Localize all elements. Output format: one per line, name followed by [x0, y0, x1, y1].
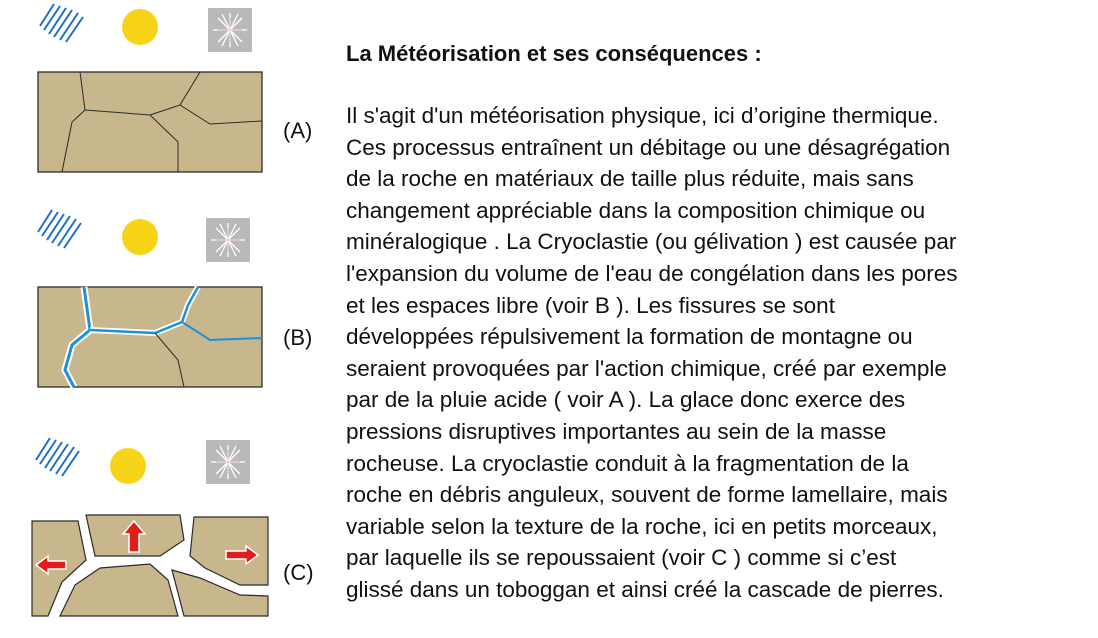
paragraph-line: par laquelle ils se repoussaient (voir C ) comme si c’est [346, 545, 897, 571]
paragraph-line: l'expansion du volume de l'eau de congélation dans les pores [346, 260, 958, 286]
article-heading: La Météorisation et ses conséquences : [346, 41, 762, 66]
paragraph-line: minéralogique . La Cryoclastie (ou gélivation ) est causée par [346, 229, 957, 255]
paragraph-line: Il s'agit d'un météorisation physique, ici d’origine thermique. [346, 103, 939, 128]
paragraph-line: glissé dans un toboggan et ainsi créé la cascade de pierres. [346, 576, 944, 602]
rock-panel-c [32, 515, 268, 616]
sun-icon [122, 9, 158, 45]
paragraph-line: Ces processus entraînent un débitage ou une désagrégation [346, 134, 951, 160]
paragraph-line: et les espaces libre (voir B ). Les fissures se sont [346, 292, 835, 318]
panel-label-a: (A) [283, 118, 313, 143]
paragraph-line: changement appréciable dans la composition chimique ou [346, 197, 926, 223]
sun-icon [110, 448, 146, 484]
weathering-figure [0, 0, 330, 638]
paragraph-line: seraient provoquées par l'action chimique, créé par exemple [346, 355, 947, 381]
rain-icon [38, 210, 81, 248]
paragraph-line: développées répulsivement la formation de montagne ou [346, 324, 913, 350]
weathering-diagram [0, 0, 330, 638]
paragraph-line: rocheuse. La cryoclastie conduit à la fragmentation de la [346, 450, 909, 476]
rain-icon [40, 4, 83, 42]
paragraph-line: variable selon la texture de la roche, ici en petits morceaux, [346, 513, 938, 539]
paragraph-line: de la roche en matériaux de taille plus réduite, mais sans [346, 166, 914, 192]
frost-icon [206, 440, 250, 484]
article-paragraph [346, 100, 1091, 606]
rock-panel-b [38, 287, 262, 387]
frost-icon [206, 218, 250, 262]
rock-panel-a [38, 72, 262, 172]
panel-label-b: (B) [283, 325, 313, 350]
sun-icon [122, 219, 158, 255]
paragraph-line: pressions disruptives importantes au sein de la masse [346, 418, 887, 444]
panel-label-c: (C) [283, 560, 314, 585]
paragraph-line: roche en débris anguleux, souvent de forme lamellaire, mais [346, 482, 948, 508]
paragraph-line: par de la pluie acide ( voir A ). La glace donc exerce des [346, 387, 906, 413]
article-body [346, 38, 1091, 606]
rain-icon [36, 438, 79, 476]
frost-icon [208, 8, 252, 52]
